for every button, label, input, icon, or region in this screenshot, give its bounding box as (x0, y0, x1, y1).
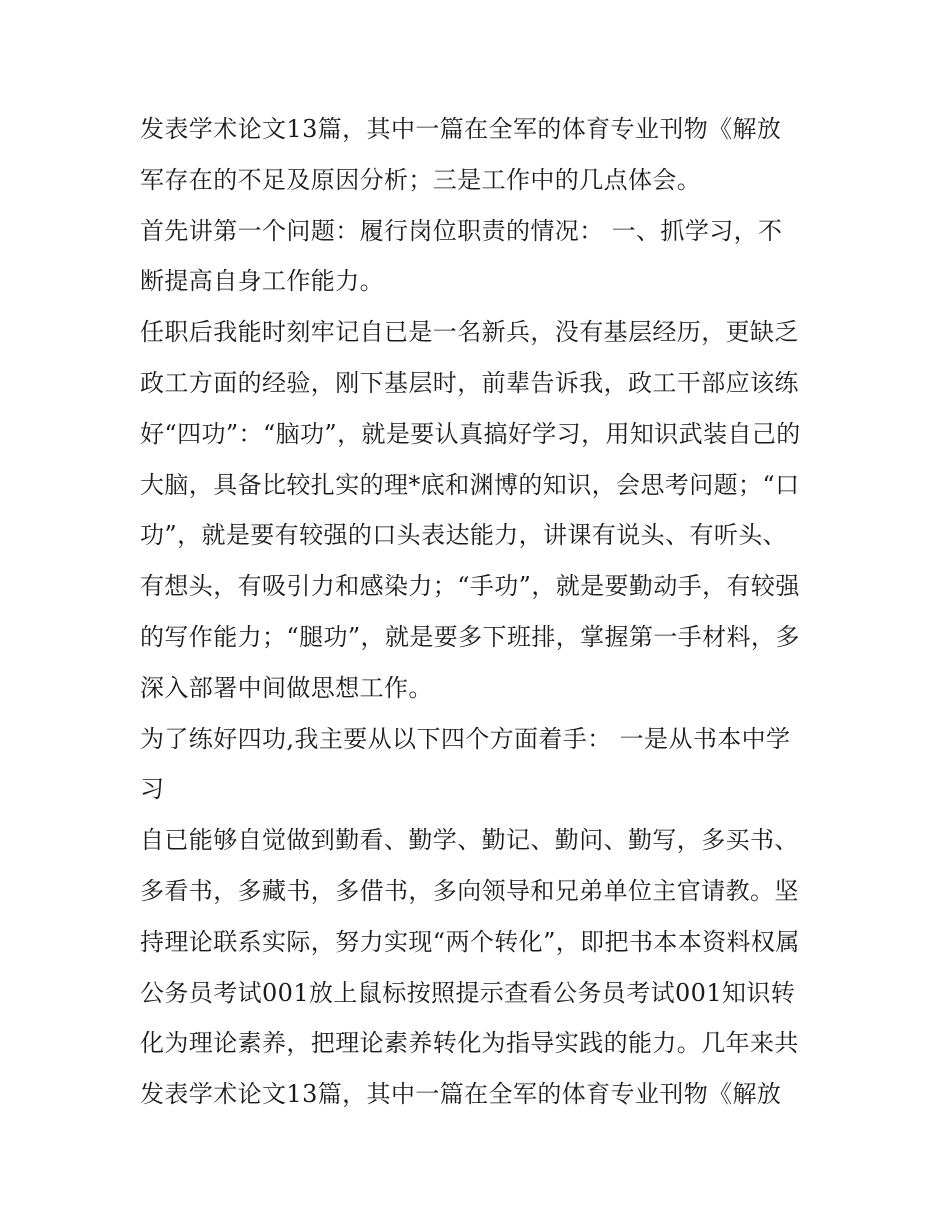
text-line: 断提高自身工作能力。 (140, 267, 384, 296)
text-line: 多看书，多藏书，多借书，多向领导和兄弟单位主官请教。坚 (140, 876, 799, 905)
text-line: 大脑，具备比较扎实的理*底和渊博的知识，会思考问题；“口 (140, 470, 800, 499)
text-line: 发表学术论文13篇，其中一篇在全军的体育专业刊物《解放 (140, 1080, 782, 1109)
text-line: 深入部署中间做思想工作。 (140, 673, 433, 702)
text-line: 化为理论素养，把理论素养转化为指导实践的能力。几年来共 (140, 1029, 799, 1058)
text-line: 功”，就是要有较强的口头表达能力，讲课有说头、有听头、 (140, 521, 788, 550)
text-line: 习 (140, 775, 165, 804)
text-line: 政工方面的经验，刚下基层时，前辈告诉我，政工干部应该练 (140, 368, 799, 397)
text-line: 任职后我能时刻牢记自已是一名新兵，没有基层经历，更缺乏 (140, 318, 799, 347)
text-line: 的写作能力；“腿功”，就是要多下班排，掌握第一手材料，多 (140, 622, 800, 651)
text-line: 有想头，有吸引力和感染力；“手功”，就是要勤动手，有较强 (140, 572, 800, 601)
text-line: 好“四功”：“脑功”，就是要认真搞好学习，用知识武装自己的 (140, 419, 801, 448)
text-line: 为了练好四功,我主要从以下四个方面着手： 一是从书本中学 (140, 724, 791, 753)
text-line: 公务员考试001放上鼠标按照提示查看公务员考试001知识转 (140, 978, 796, 1007)
document-body (140, 104, 820, 1120)
text-line: 首先讲第一个问题：履行岗位职责的情况： 一、抓学习，不 (140, 216, 783, 245)
text-line: 自已能够自觉做到勤看、勤学、勤记、勤问、勤写，多买书、 (140, 826, 799, 855)
text-line: 发表学术论文13篇，其中一篇在全军的体育专业刊物《解放 (140, 115, 782, 143)
text-line: 军存在的不足及原因分析；三是工作中的几点体会。 (140, 165, 702, 194)
text-line: 持理论联系实际，努力实现“两个转化”，即把书本本资料权属 (140, 927, 800, 956)
